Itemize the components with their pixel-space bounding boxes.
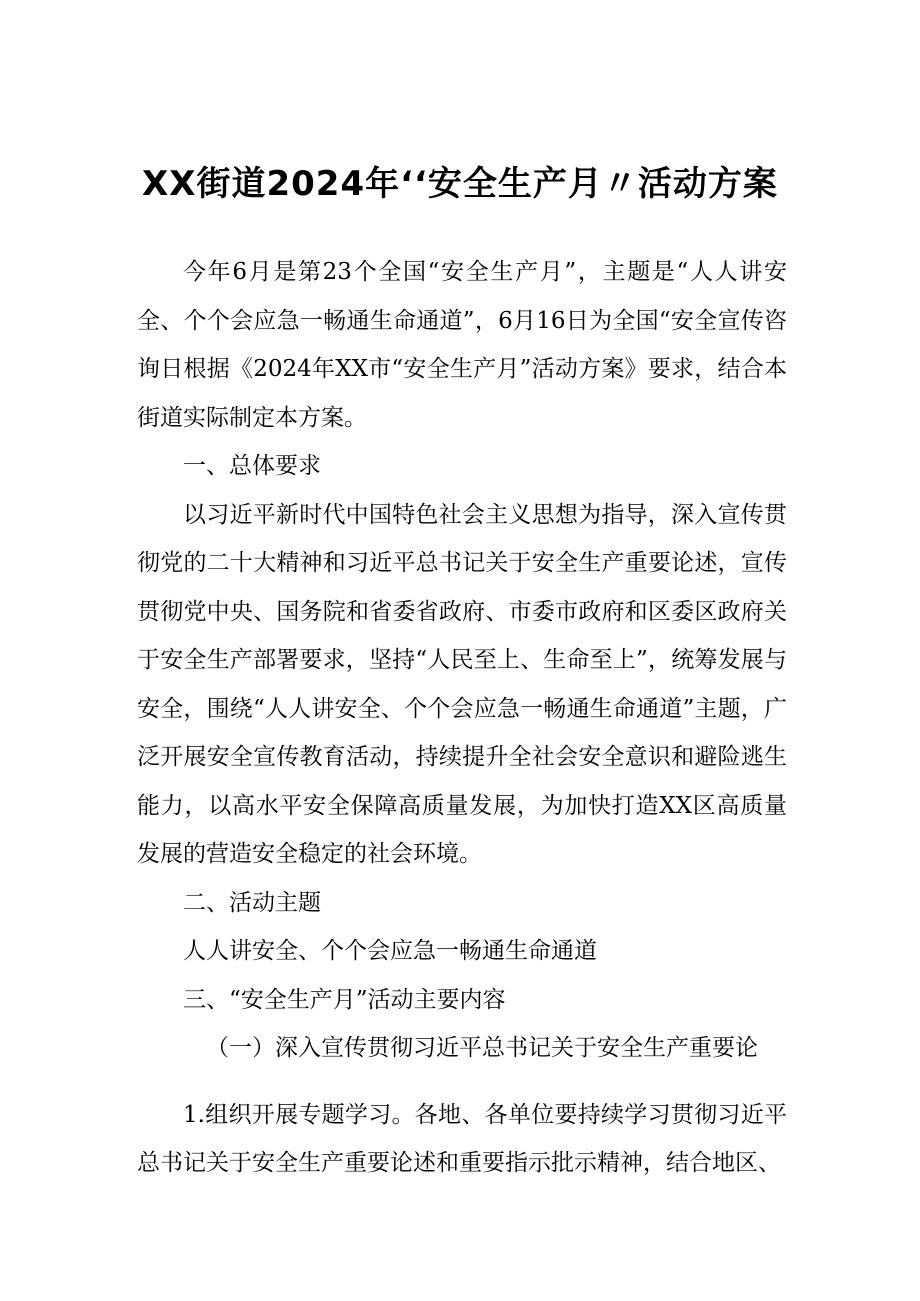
section-3-heading: 三、“安全生产月”活动主要内容 [183, 986, 506, 1013]
document-title: XX街道2024年‘‘安全生产月〃活动方案 [142, 164, 778, 204]
section-1-paragraph: 以习近平新时代中国特色社会主义思想为指导，深入宣传贯彻党的二十大精神和习近平总书记关于安全生产重要论述，宣传贯彻党中央、国务院和省委省政府、市委市政府和区委区政府关于安全生产部署要求，坚持“人民至上、生命至上”，统筹发展与安全，围绕“人人讲安全、个个会应急一畅通生命通道”主题，广泛开展安全宣传教育活动，持续提升全社会安全意识和避险逃生能力，以高水平安全保障高质量发展，为加快打造XX区高质量发展的营造安全稳定的社会环境。 [137, 501, 787, 867]
document-body [137, 248, 787, 1188]
section-3-subheading: （一）深入宣传贯彻习近平总书记关于安全生产重要论 [206, 1035, 758, 1061]
activity-theme: 人人讲安全、个个会应急一畅通生命通道 [183, 938, 597, 964]
section-2-heading: 二、活动主题 [183, 889, 321, 916]
section-1-heading: 一、总体要求 [183, 453, 321, 479]
item-1-paragraph: 1.组织开展专题学习。各地、各单位要持续学习贯彻习近平总书记关于安全生产重要论述和重要指示批示精神，结合地区、 [137, 1101, 787, 1176]
intro-paragraph: 今年6月是第23个全国“安全生产月”，主题是“人人讲安全、个个会应急一畅通生命通道”，6月16日为全国“安全宣传咨询日根据《2024年XX市“安全生产月”活动方案》要求，结合本街道实际制定本方案。 [137, 259, 787, 431]
